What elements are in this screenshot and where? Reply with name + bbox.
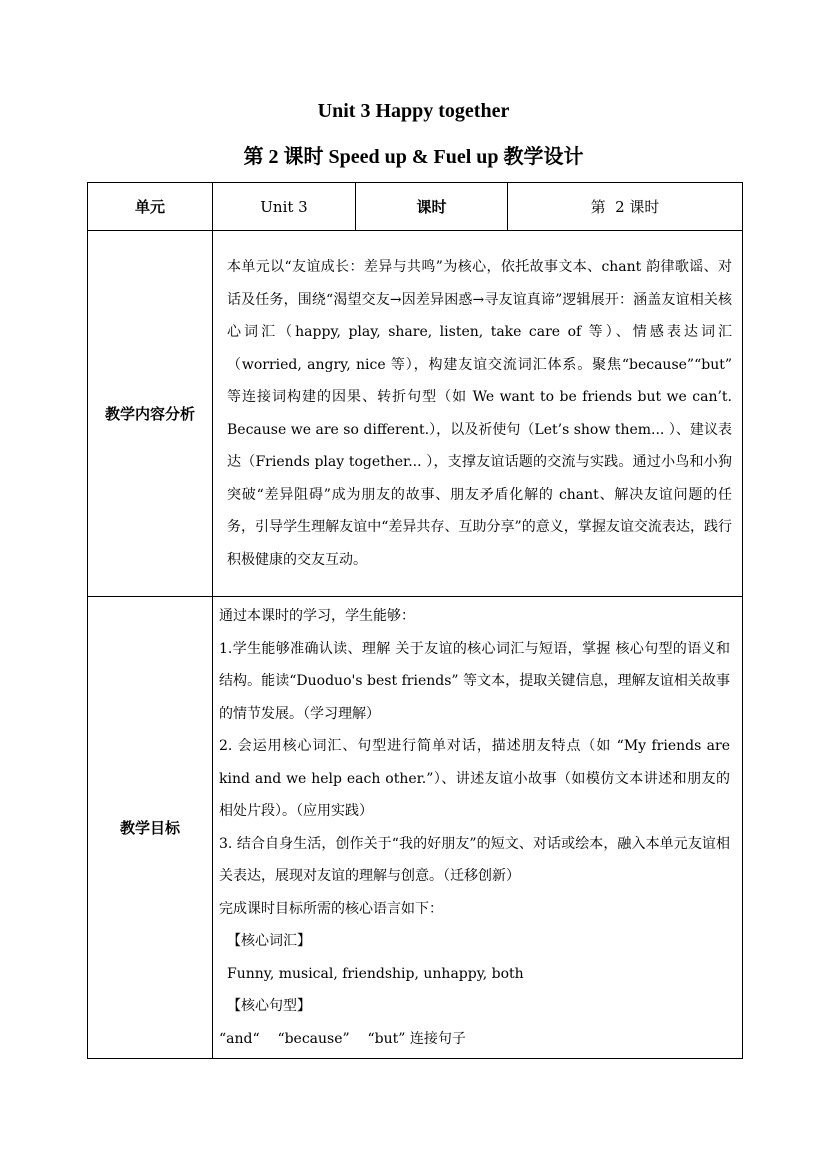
goal-3: 3. 结合自身生活，创作关于“我的好朋友”的短文、对话或绘本，融入本单元友谊相关表达，展现对友谊的理解与创意。（迁移创新） bbox=[219, 835, 730, 884]
lesson-label: 课时 bbox=[356, 183, 508, 231]
goals-row bbox=[88, 597, 743, 1059]
lesson-plan-table bbox=[87, 182, 743, 1059]
analysis-row bbox=[88, 231, 743, 597]
pattern-list: “and“ “because” “but” 连接句子 bbox=[219, 1030, 466, 1047]
unit-label: 单元 bbox=[88, 183, 213, 231]
vocab-heading: 【核心词汇】 bbox=[227, 933, 311, 949]
unit-value: Unit 3 bbox=[213, 183, 356, 231]
goals-label: 教学目标 bbox=[88, 597, 213, 1059]
goals-intro: 通过本课时的学习，学生能够： bbox=[219, 608, 415, 624]
goal-1: 1.学生能够准确认读、理解 关于友谊的核心词汇与短语，掌握 核心句型的语义和结构。能读“Duoduo's best friends” 等文本，提取关键信息，理解友谊相关故事的情节发展。（学习理解） bbox=[219, 640, 730, 722]
goals-content bbox=[213, 597, 743, 1059]
analysis-content: 本单元以“友谊成长：差异与共鸣”为核心，依托故事文本、chant 韵律歌谣、对话及任务，围绕“渴望交友→因差异困惑→寻友谊真谛”逻辑展开：涵盖友谊相关核心词汇（happy, play, share, listen, take care of 等）、情感表达词汇（worried, angry, nice 等），构建友谊交流词汇体系。聚焦“because”“but” 等连接词构建的因果、转折句型（如 We want to be friends but we can’t. Because we are so different.），以及祈使句（Let’s show them... ）、建议表达（Friends play together... ），支撑友谊话题的交流与实践。通过小鸟和小狗突破“差异阻碍”成为朋友的故事、朋友矛盾化解的 chant、解决友谊问题的任务，引导学生理解友谊中“差异共存、互助分享”的意义，掌握友谊交流表达，践行积极健康的交友互动。 bbox=[213, 231, 743, 597]
document-title: Unit 3 Happy together bbox=[317, 100, 510, 122]
goal-2: 2. 会运用核心词汇、句型进行简单对话，描述朋友特点（如 “My friends are kind and we help each other.”）、讲述友谊小故事（如模仿文本讲述和朋友的相处片段）。（应用实践） bbox=[219, 738, 730, 819]
pattern-heading: 【核心句型】 bbox=[227, 998, 311, 1014]
lesson-value: 第 2 课时 bbox=[508, 183, 743, 231]
analysis-label: 教学内容分析 bbox=[88, 231, 213, 597]
core-language-intro: 完成课时目标所需的核心语言如下： bbox=[219, 900, 443, 917]
document-subtitle: 第 2 课时 Speed up & Fuel up 教学设计 bbox=[243, 146, 584, 168]
vocab-list: Funny, musical, friendship, unhappy, both bbox=[227, 965, 524, 982]
header-row bbox=[88, 183, 743, 231]
